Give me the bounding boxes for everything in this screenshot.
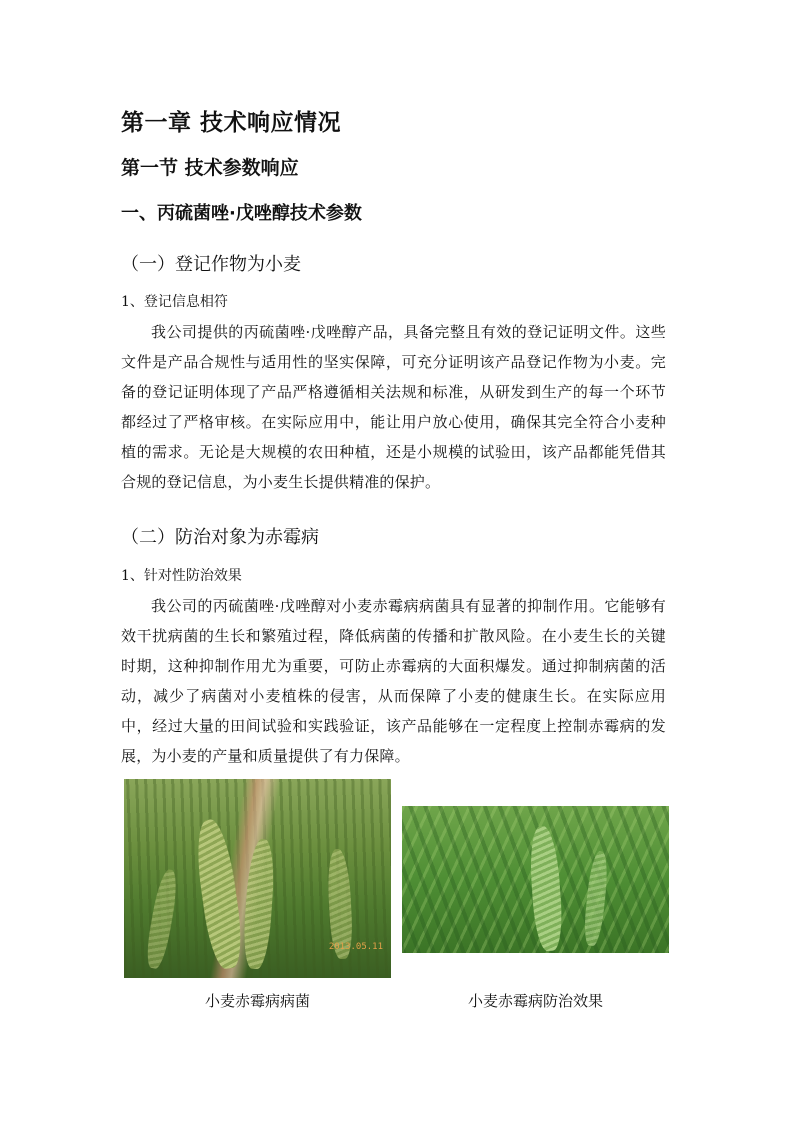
block2-item: 1、针对性防治效果 [121,568,242,584]
chapter-heading: 第一章 技术响应情况 [121,110,342,136]
wheat-scab-photo [124,779,391,978]
section-heading: 第一节 技术参数响应 [121,157,299,179]
block1-title: （一）登记作物为小麦 [121,254,301,275]
figure2-caption: 小麦赤霉病防治效果 [467,992,603,1010]
wheat-treated-photo [402,806,669,953]
photo-date-stamp: 2013.05.11 [328,942,383,952]
figure1-caption: 小麦赤霉病病菌 [204,992,310,1010]
block2-paragraph: 我公司的丙硫菌唑·戊唑醇对小麦赤霉病病菌具有显著的抑制作用。它能够有效干扰病菌的生长和繁殖过程，降低病菌的传播和扩散风险。在小麦生长的关键时期，这种抑制作用尤为重要，可防止赤霉病的大面积爆发。通过抑制病菌的活动，减少了病菌对小麦植株的侵害，从而保障了小麦的健康生长。在实际应用中，经过大量的田间试验和实践验证，该产品能够在一定程度上控制赤霉病的发展，为小麦的产量和质量提供了有力保障。 [121,597,666,765]
block2-title: （二）防治对象为赤霉病 [121,527,319,548]
subsection-heading: 一、丙硫菌唑·戊唑醇技术参数 [121,203,362,224]
block1-item: 1、登记信息相符 [121,294,228,310]
block1-paragraph: 我公司提供的丙硫菌唑·戊唑醇产品，具备完整且有效的登记证明文件。这些文件是产品合规性与适用性的坚实保障，可充分证明该产品登记作物为小麦。完备的登记证明体现了产品严格遵循相关法规和标准，从研发到生产的每一个环节都经过了严格审核。在实际应用中，能让用户放心使用，确保其完全符合小麦种植的需求。无论是大规模的农田种植，还是小规模的试验田，该产品都能凭借其合规的登记信息，为小麦生长提供精准的保护。 [121,323,666,491]
